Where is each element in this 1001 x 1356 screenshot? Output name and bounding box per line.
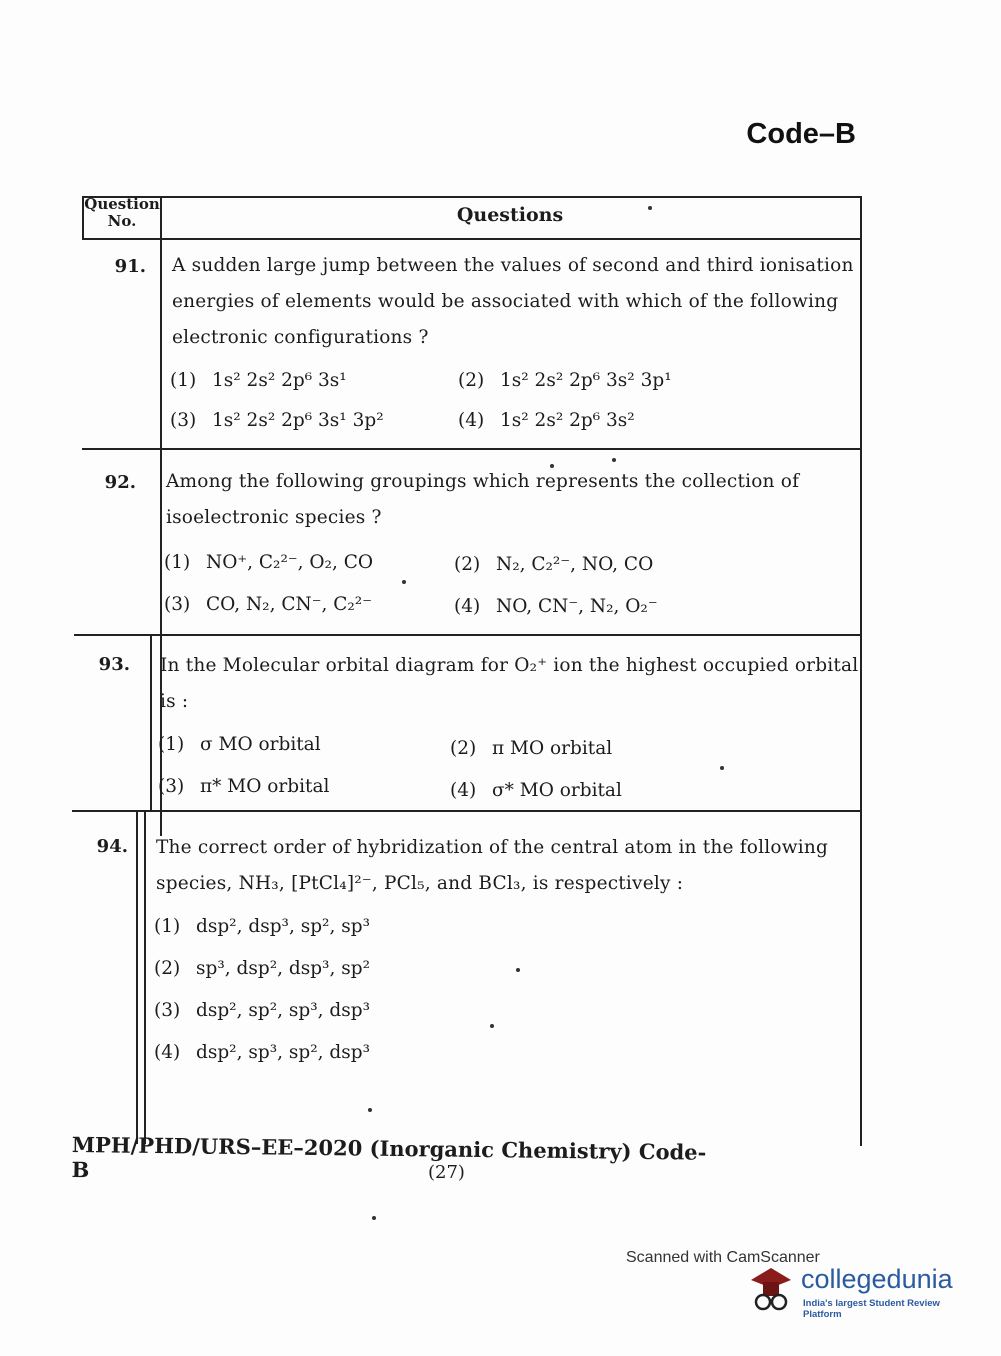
- option[interactable]: (3) dsp², sp², sp³, dsp³: [154, 1000, 370, 1021]
- question-text: Among the following groupings which represents the collection of isoelectronic species ?: [166, 471, 800, 528]
- question-text: The correct order of hybridization of the central atom in the following species, NH₃, [PtCl₄]²⁻, PCl₅, and BCl₃, is respectively :: [156, 837, 828, 894]
- option[interactable]: (3) π* MO orbital: [158, 776, 330, 797]
- scan-speck: [550, 464, 554, 468]
- option[interactable]: (1) σ MO orbital: [158, 734, 321, 755]
- mascot-icon: [745, 1262, 797, 1318]
- scan-speck: [720, 766, 724, 770]
- option[interactable]: (4) σ* MO orbital: [450, 780, 622, 801]
- option[interactable]: (2) N₂, C₂²⁻, NO, CO: [454, 554, 654, 575]
- question-number: 91.: [114, 256, 146, 277]
- question-text: In the Molecular orbital diagram for O₂⁺ ion the highest occupied orbital is :: [160, 655, 859, 712]
- scan-speck: [490, 1024, 494, 1028]
- option[interactable]: (2) π MO orbital: [450, 738, 613, 759]
- option[interactable]: (1) dsp², dsp³, sp², sp³: [154, 916, 370, 937]
- scan-speck: [368, 1108, 372, 1112]
- question-number: 94.: [96, 836, 128, 857]
- option[interactable]: (1) 1s² 2s² 2p⁶ 3s¹: [170, 370, 347, 391]
- brand-tagline: India's largest Student Review Platform: [803, 1298, 940, 1320]
- option[interactable]: (4) dsp², sp³, sp², dsp³: [154, 1042, 370, 1063]
- option[interactable]: (2) 1s² 2s² 2p⁶ 3s² 3p¹: [458, 370, 672, 391]
- footer-exam-code: MPH/PHD/URS–EE–2020 (Inorganic Chemistry) Code-B: [71, 1132, 707, 1183]
- scan-speck: [372, 1216, 376, 1220]
- code-label: Code–B: [746, 118, 856, 150]
- scan-speck: [516, 968, 520, 972]
- brand-name: collegedunia: [801, 1264, 953, 1294]
- collegedunia-logo: [745, 1262, 975, 1322]
- option[interactable]: (3) CO, N₂, CN⁻, C₂²⁻: [164, 594, 372, 615]
- page-number: (27): [428, 1162, 465, 1183]
- question-text: A sudden large jump between the values of second and third ionisation energies of elements would be associated with which of the following electronic configurations ?: [172, 255, 854, 348]
- header-questions: Questions: [456, 204, 564, 226]
- option[interactable]: (4) 1s² 2s² 2p⁶ 3s²: [458, 410, 635, 431]
- option[interactable]: (3) 1s² 2s² 2p⁶ 3s¹ 3p²: [170, 410, 384, 431]
- question-number: 93.: [98, 654, 130, 675]
- scan-speck: [402, 580, 406, 584]
- option[interactable]: (4) NO, CN⁻, N₂, O₂⁻: [454, 596, 658, 617]
- scan-speck: [612, 458, 616, 462]
- option[interactable]: (1) NO⁺, C₂²⁻, O₂, CO: [164, 552, 374, 573]
- header-question-no: Question No.: [84, 195, 160, 230]
- question-number: 92.: [104, 472, 136, 493]
- option[interactable]: (2) sp³, dsp², dsp³, sp²: [154, 958, 370, 979]
- scanner-watermark: Scanned with CamScanner: [626, 1249, 820, 1266]
- question-table: [82, 196, 862, 1146]
- scan-speck: [648, 206, 652, 210]
